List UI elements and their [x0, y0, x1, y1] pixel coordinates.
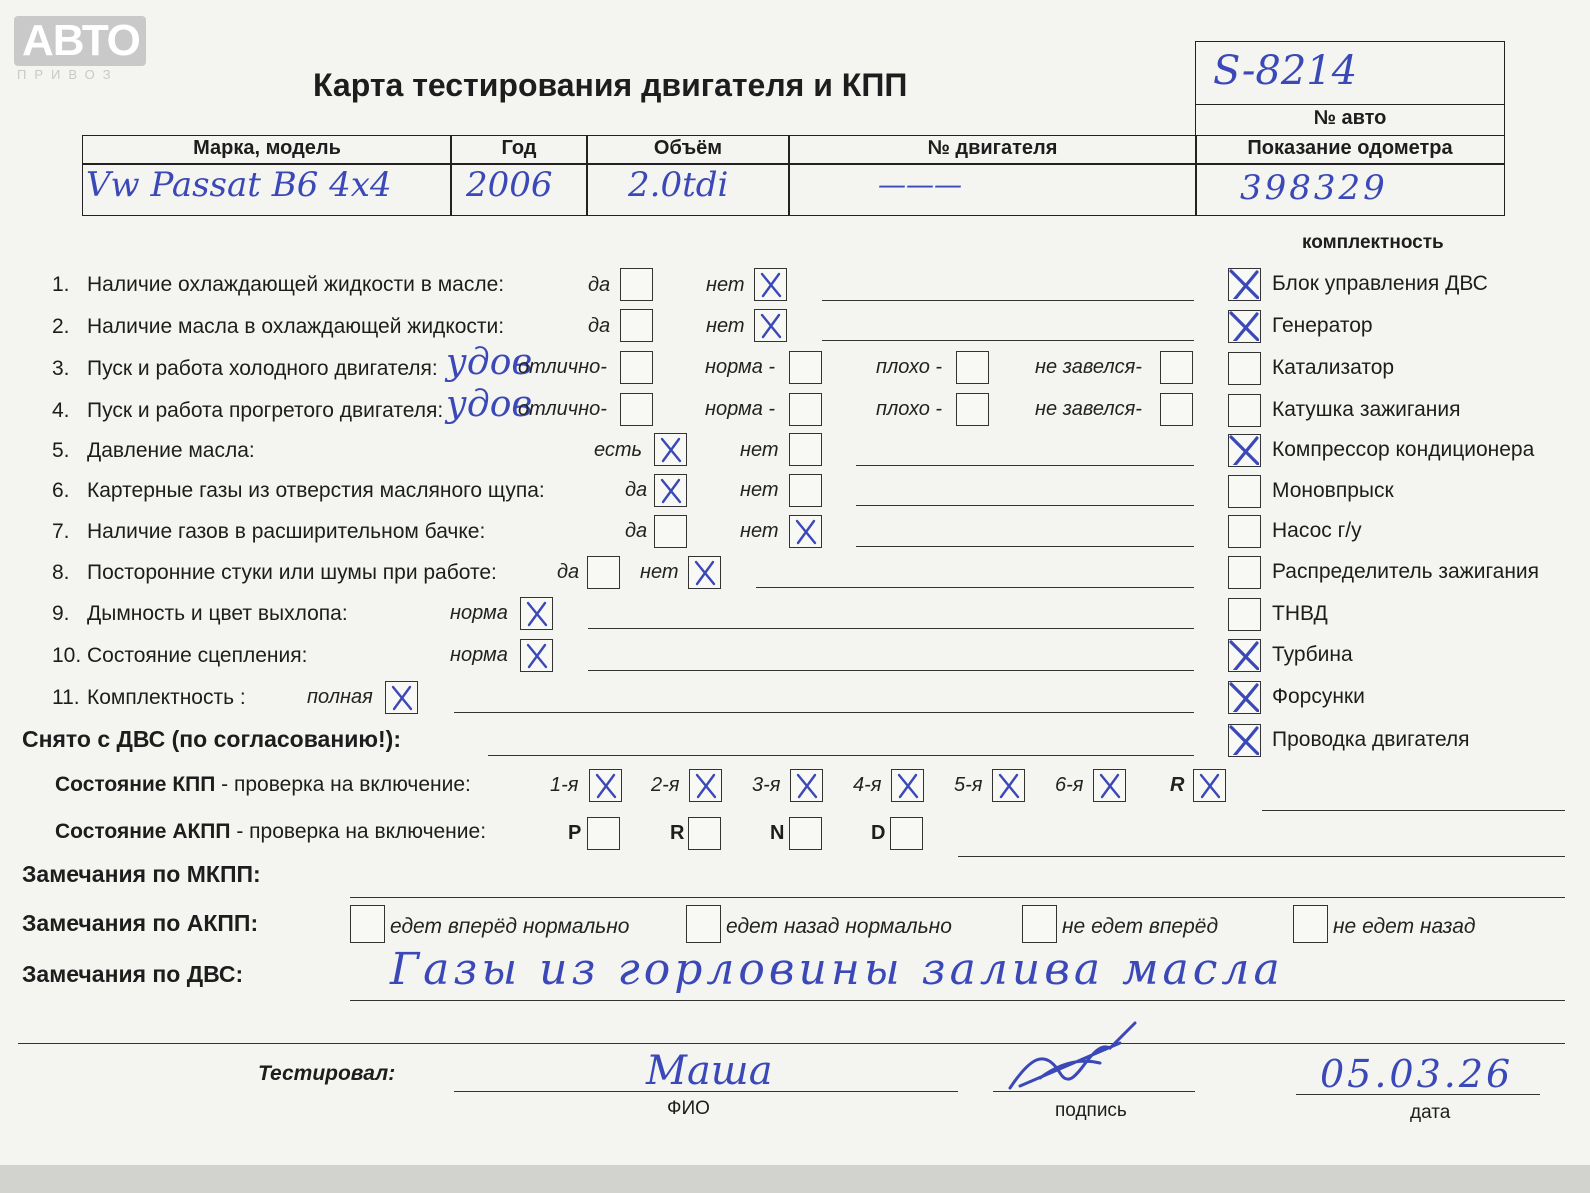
volume-value: 2.0tdi [628, 165, 729, 205]
checkbox[interactable] [956, 351, 989, 384]
x-mark-icon [654, 474, 687, 507]
model-value: Vw Passat B6 4x4 [86, 165, 392, 205]
gear-1-checkbox[interactable] [589, 769, 622, 802]
question-text: Наличие масла в охлаждающей жидкости: [87, 315, 505, 338]
question-text: Наличие охлаждающей жидкости в масле: [87, 273, 505, 296]
fill-line [588, 670, 1194, 671]
page-title: Карта тестирования двигателя и КПП [313, 67, 908, 103]
fill-line [958, 856, 1565, 857]
checkbox[interactable] [789, 433, 822, 466]
signature-caption: подпись [1055, 1100, 1127, 1121]
question-number: 5. [52, 439, 70, 462]
gear-label: R [1170, 774, 1185, 796]
fill-line [488, 755, 1194, 756]
option-label: не завелся- [1035, 356, 1142, 378]
x-mark-icon [789, 515, 822, 548]
component-label: Компрессор кондиционера [1272, 438, 1535, 461]
checkbox[interactable] [620, 309, 653, 342]
component-label: Турбина [1272, 643, 1353, 666]
check-mark-icon [1226, 722, 1259, 755]
check-mark-icon [1226, 308, 1259, 341]
no-reverse-checkbox[interactable] [1293, 905, 1328, 943]
gear-label: 3-я [752, 774, 781, 796]
akpp-n-checkbox[interactable] [789, 817, 822, 850]
option-label: норма - [705, 356, 776, 378]
gear-label: 5-я [954, 774, 983, 796]
checkbox[interactable] [789, 393, 822, 426]
option-label: норма [450, 602, 508, 624]
component-label: Катализатор [1272, 356, 1395, 379]
engine-number-value: ——— [878, 168, 962, 201]
option-label: есть [594, 439, 643, 461]
header-model: Марка, модель [193, 137, 341, 159]
question-number: 6. [52, 479, 70, 502]
checkbox-checked[interactable] [754, 268, 787, 301]
fill-line [822, 340, 1194, 341]
gear-4-checkbox[interactable] [891, 769, 924, 802]
check-mark-icon [1226, 266, 1259, 299]
checkbox-checked[interactable] [654, 433, 687, 466]
component-checkbox[interactable] [1228, 598, 1261, 631]
checkbox[interactable] [587, 556, 620, 589]
checkbox-checked[interactable] [754, 309, 787, 342]
option-label: плохо - [876, 356, 943, 378]
checkbox-checked[interactable] [789, 515, 822, 548]
checkbox-checked[interactable] [688, 556, 721, 589]
akpp-label [55, 820, 486, 844]
akpp-option-label: не едет вперёд [1062, 915, 1219, 938]
question-text: Пуск и работа холодного двигателя: [87, 357, 438, 380]
reverse-ok-checkbox[interactable] [686, 905, 721, 943]
component-label: Распределитель зажигания [1272, 560, 1540, 583]
component-label: Моновпрыск [1272, 479, 1394, 502]
fill-line [756, 587, 1194, 588]
auto-number-value: S-8214 [1213, 48, 1358, 94]
kpp-label-bold: Состояние КПП [55, 773, 216, 796]
x-mark-icon [688, 556, 721, 589]
question-number: 11. [52, 686, 80, 709]
checkbox[interactable] [620, 268, 653, 301]
x-mark-icon [654, 433, 687, 466]
x-mark-icon [754, 268, 787, 301]
handwritten-rating: удов [446, 342, 533, 383]
question-number: 2. [52, 315, 70, 338]
date-caption: дата [1410, 1102, 1451, 1123]
fill-line [856, 546, 1194, 547]
component-checkbox[interactable] [1228, 352, 1261, 385]
option-label: полная [307, 686, 373, 708]
removed-from-engine-label: Снято с ДВС (по согласованию!): [22, 726, 401, 752]
option-label: нет [740, 439, 779, 461]
component-label: Форсунки [1272, 685, 1365, 708]
question-number: 9. [52, 602, 70, 625]
option-label: да [625, 520, 648, 542]
checkbox-checked[interactable] [520, 597, 553, 630]
checkbox[interactable] [956, 393, 989, 426]
x-mark-icon [1093, 769, 1126, 802]
akpp-mode-label: P [568, 822, 582, 844]
fill-line [1262, 810, 1565, 811]
akpp-mode-label: D [871, 822, 886, 844]
question-text: Состояние сцепления: [87, 644, 308, 667]
header-engine-number: № двигателя [927, 137, 1058, 159]
question-number: 3. [52, 357, 70, 380]
checkbox[interactable] [1160, 393, 1193, 426]
checkbox[interactable] [620, 351, 653, 384]
option-label: нет [740, 479, 779, 501]
check-mark-icon [1226, 637, 1259, 670]
question-number: 7. [52, 520, 70, 543]
gear-5-checkbox[interactable] [992, 769, 1025, 802]
option-label: отлично- [518, 398, 607, 420]
checkbox[interactable] [654, 515, 687, 548]
x-mark-icon [689, 769, 722, 802]
x-mark-icon [385, 681, 418, 714]
check-mark-icon [1226, 432, 1259, 465]
fill-line [454, 1091, 958, 1092]
gear-3-checkbox[interactable] [790, 769, 823, 802]
question-text: Наличие газов в расширительном бачке: [87, 520, 486, 543]
fill-line [856, 465, 1194, 466]
question-text: Комплектность : [87, 686, 246, 709]
component-label: Катушка зажигания [1272, 398, 1461, 421]
gear-6-checkbox[interactable] [1093, 769, 1126, 802]
test-date: 05.03.26 [1320, 1052, 1514, 1096]
scan-background [0, 1165, 1590, 1193]
component-checkbox[interactable] [1228, 515, 1261, 548]
option-label: да [588, 274, 611, 296]
fill-line [350, 1000, 1565, 1001]
question-text: Посторонние стуки или шумы при работе: [87, 561, 497, 584]
option-label: нет [706, 315, 745, 337]
component-label: ТНВД [1272, 602, 1328, 625]
question-text: Пуск и работа прогретого двигателя: [87, 399, 444, 422]
forward-ok-checkbox[interactable] [350, 905, 385, 943]
option-label: не завелся- [1035, 398, 1142, 420]
table-value-cell [788, 163, 1197, 216]
question-text: Дымность и цвет выхлопа: [87, 602, 348, 625]
component-label: Генератор [1272, 314, 1373, 337]
component-checkbox[interactable] [1228, 394, 1261, 427]
option-label: нет [706, 274, 745, 296]
engine-remarks-text: Газы из горловины залива масла [390, 944, 1284, 995]
checkbox[interactable] [789, 474, 822, 507]
akpp-mode-label: N [770, 822, 785, 844]
gear-label: 6-я [1055, 774, 1084, 796]
gear-label: 2-я [651, 774, 680, 796]
x-mark-icon [790, 769, 823, 802]
akpp-p-checkbox[interactable] [587, 817, 620, 850]
handwritten-rating: удов [446, 384, 533, 425]
signature-scribble [1000, 1018, 1140, 1096]
x-mark-icon [754, 309, 787, 342]
akpp-option-label: едет вперёд нормально [390, 915, 630, 938]
option-label: норма [450, 644, 508, 666]
logo-text: АВТО [22, 16, 140, 65]
fill-line [993, 1091, 1195, 1092]
fill-line [588, 628, 1194, 629]
akpp-remarks-label: Замечания по АКПП: [22, 910, 259, 936]
question-number: 1. [52, 273, 70, 296]
x-mark-icon [992, 769, 1025, 802]
option-label: норма - [705, 398, 776, 420]
gear-label: 4-я [853, 774, 882, 796]
fill-line [856, 505, 1194, 506]
gear-2-checkbox[interactable] [689, 769, 722, 802]
checkbox[interactable] [789, 351, 822, 384]
x-mark-icon [1193, 769, 1226, 802]
question-number: 4. [52, 399, 70, 422]
component-checkbox[interactable] [1228, 475, 1261, 508]
kpp-label [55, 773, 471, 797]
option-label: плохо - [876, 398, 943, 420]
header-year: Год [501, 137, 537, 159]
component-label: Насос г/у [1272, 519, 1362, 542]
mkpp-remarks-label: Замечания по МКПП: [22, 861, 261, 887]
x-mark-icon [891, 769, 924, 802]
auto-number-label: № авто [1313, 107, 1387, 129]
tested-by-label: Тестировал: [258, 1062, 396, 1085]
component-label: Блок управления ДВС [1272, 272, 1488, 295]
fio-caption: ФИО [667, 1098, 710, 1119]
x-mark-icon [520, 639, 553, 672]
akpp-option-label: едет назад нормально [726, 915, 952, 938]
component-checkbox[interactable] [1228, 556, 1261, 589]
question-number: 8. [52, 561, 70, 584]
x-mark-icon [520, 597, 553, 630]
gear-label: 1-я [550, 774, 579, 796]
component-label: Проводка двигателя [1272, 728, 1470, 751]
checkbox[interactable] [1160, 351, 1193, 384]
header-volume: Объём [653, 137, 723, 159]
question-text: Картерные газы из отверстия масляного щупа: [87, 479, 545, 502]
fill-line [18, 1043, 1565, 1044]
fill-line [822, 300, 1194, 301]
option-label: отлично- [518, 356, 607, 378]
x-mark-icon [589, 769, 622, 802]
check-mark-icon [1226, 679, 1259, 712]
question-text: Давление масла: [87, 439, 255, 462]
checkbox-checked[interactable] [654, 474, 687, 507]
question-number: 10. [52, 644, 82, 667]
option-label: нет [740, 520, 779, 542]
fill-line [1296, 1094, 1540, 1095]
option-label: да [625, 479, 648, 501]
checkbox-checked[interactable] [385, 681, 418, 714]
logo-subtext: ПРИВОЗ [17, 67, 119, 82]
year-value: 2006 [466, 165, 553, 205]
gear-r-checkbox[interactable] [1193, 769, 1226, 802]
akpp-d-checkbox[interactable] [890, 817, 923, 850]
header-odometer: Показание одометра [1247, 137, 1453, 159]
option-label: нет [640, 561, 679, 583]
fill-line [350, 897, 1565, 898]
option-label: да [557, 561, 580, 583]
kpp-label-rest: - проверка на включение: [215, 773, 471, 796]
checkbox[interactable] [620, 393, 653, 426]
no-forward-checkbox[interactable] [1022, 905, 1057, 943]
odometer-value: 398329 [1240, 168, 1388, 208]
akpp-r-checkbox[interactable] [688, 817, 721, 850]
akpp-label-rest: - проверка на включение: [230, 820, 487, 843]
checkbox-checked[interactable] [520, 639, 553, 672]
components-title: комплектность [1302, 232, 1444, 253]
akpp-option-label: не едет назад [1333, 915, 1476, 938]
engine-remarks-label: Замечания по ДВС: [22, 961, 244, 987]
fill-line [454, 712, 1194, 713]
option-label: да [588, 315, 611, 337]
tester-name: Маша [646, 1048, 773, 1094]
akpp-label-bold: Состояние АКПП [55, 820, 231, 843]
akpp-mode-label: R [670, 822, 685, 844]
